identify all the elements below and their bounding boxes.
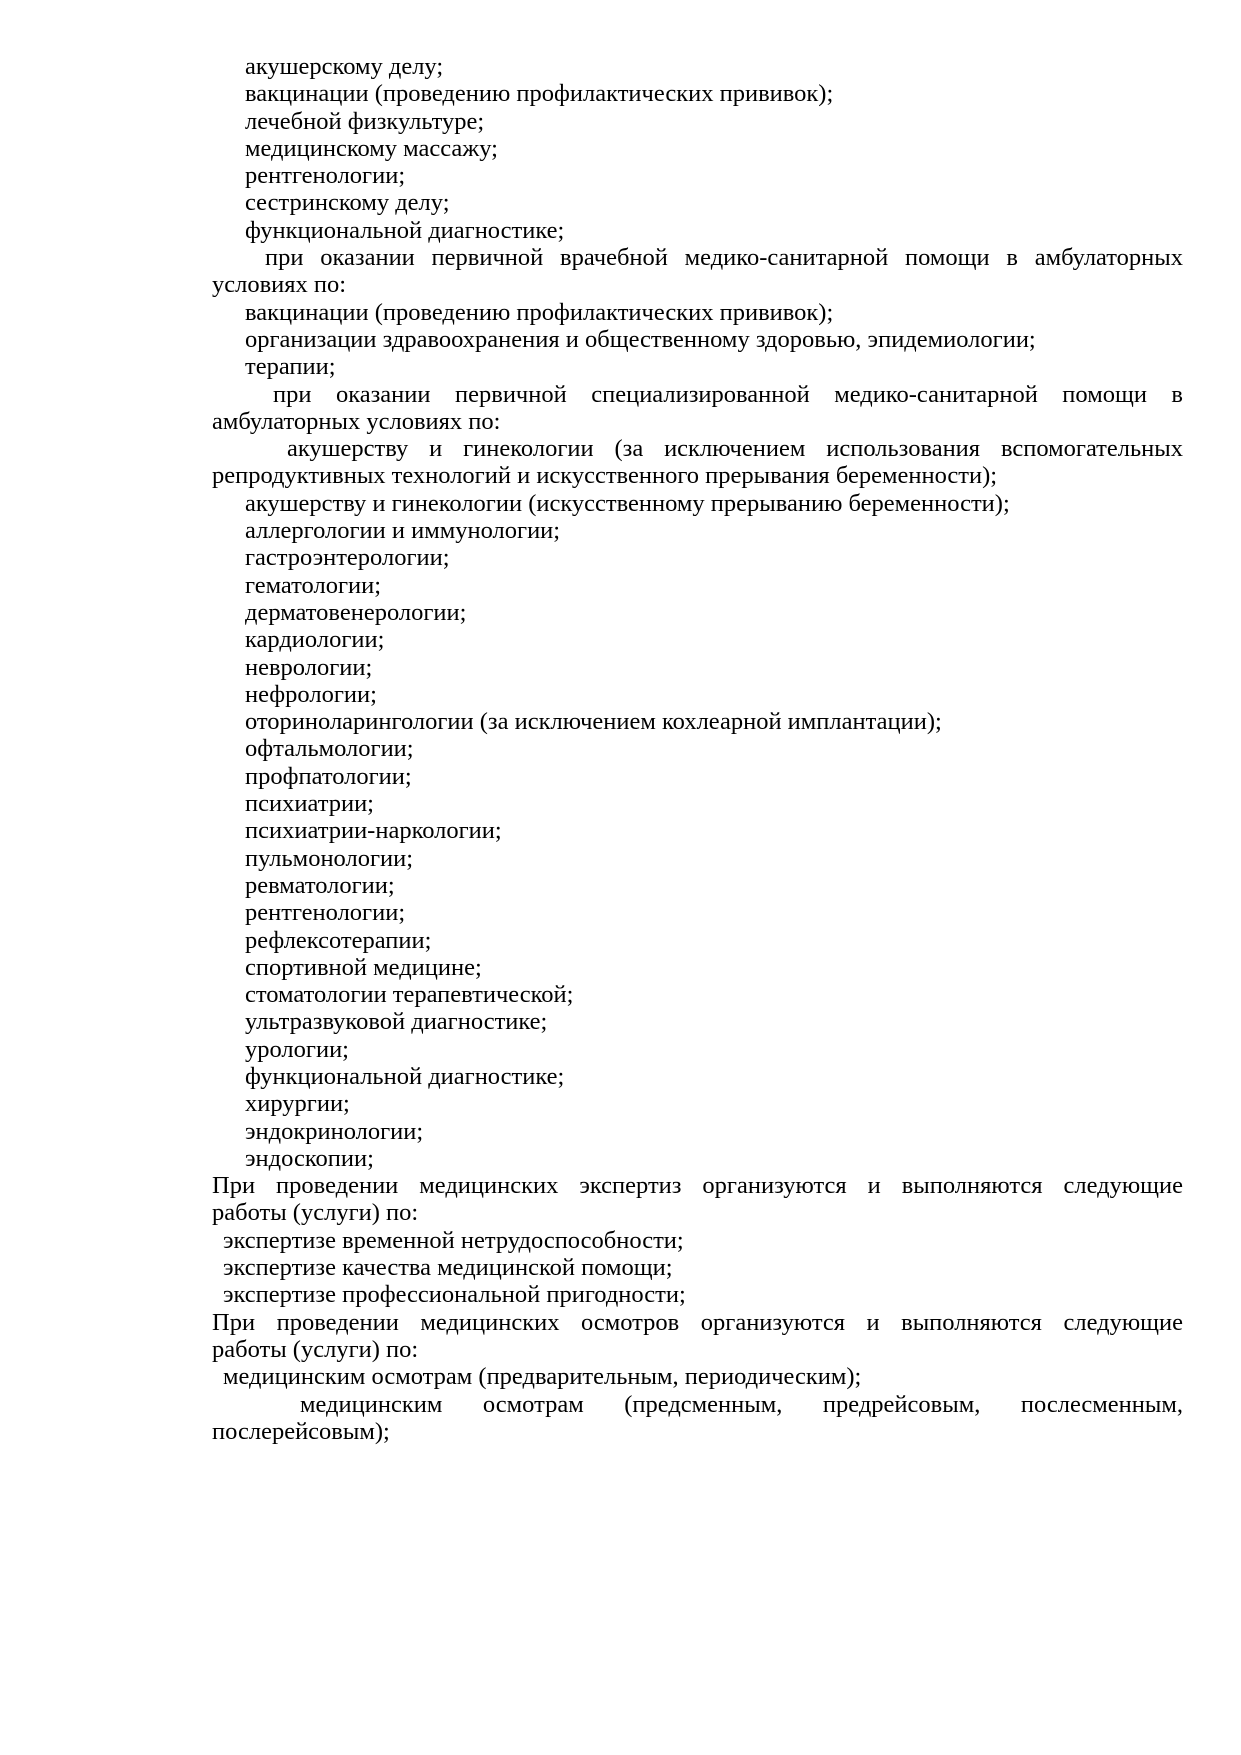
document-line: гастроэнтерологии; <box>245 544 450 572</box>
document-line: функциональной диагностике; <box>245 1062 565 1090</box>
document-line: амбулаторных условиях по: <box>212 407 501 435</box>
document-line: психиатрии; <box>245 790 374 818</box>
document-line: эндокринологии; <box>245 1117 424 1145</box>
document-line: вакцинации (проведению профилактических прививок); <box>245 298 834 326</box>
document-line: акушерству и гинекологии (за исключением использования вспомогательных <box>287 435 1183 463</box>
document-line: медицинским осмотрам (предсменным, предрейсовым, послесменным, <box>300 1390 1183 1418</box>
document-line: экспертизе временной нетрудоспособности; <box>223 1226 684 1254</box>
document-line: терапии; <box>245 353 336 381</box>
document-line: профпатологии; <box>245 762 412 790</box>
document-line: урологии; <box>245 1035 349 1063</box>
document-line: пульмонологии; <box>245 844 414 872</box>
document-line: работы (услуги) по: <box>212 1335 419 1363</box>
document-line: офтальмологии; <box>245 735 414 763</box>
document-line: эндоскопии; <box>245 1144 374 1172</box>
document-line: акушерскому делу; <box>245 53 444 80</box>
document-line: медицинским осмотрам (предварительным, периодическим); <box>223 1363 862 1391</box>
document-line: При проведении медицинских осмотров организуются и выполняются следующие <box>212 1308 1183 1336</box>
document-line: медицинскому массажу; <box>245 134 498 162</box>
document-line: спортивной медицине; <box>245 953 482 981</box>
document-line: работы (услуги) по: <box>212 1199 419 1227</box>
document-line: репродуктивных технологий и искусственного прерывания беременности); <box>212 462 998 490</box>
document-line: гематологии; <box>245 571 382 599</box>
document-line: акушерству и гинекологии (искусственному прерыванию беременности); <box>245 489 1010 517</box>
document-line: рефлексотерапии; <box>245 926 432 954</box>
document-line: организации здравоохранения и общественному здоровью, эпидемиологии; <box>245 325 1036 353</box>
document-line: рентгенологии; <box>245 162 406 190</box>
document-text-block <box>212 53 1183 1445</box>
document-line: ревматологии; <box>245 871 395 899</box>
document-line: аллергологии и иммунологии; <box>245 517 561 545</box>
document-line: стоматологии терапевтической; <box>245 981 574 1009</box>
document-line: психиатрии-наркологии; <box>245 817 502 845</box>
document-line: дерматовенерологии; <box>245 598 467 626</box>
document-line: нефрологии; <box>245 680 377 708</box>
document-line: послерейсовым); <box>212 1417 390 1445</box>
document-line: условиях по: <box>212 271 347 299</box>
document-line: экспертизе качества медицинской помощи; <box>223 1254 673 1282</box>
document-line: хирургии; <box>245 1090 350 1118</box>
document-line: лечебной физкультуре; <box>245 107 485 135</box>
document-line: экспертизе профессиональной пригодности; <box>223 1281 686 1309</box>
document-line: сестринскому делу; <box>245 189 450 217</box>
document-line: при оказании первичной врачебной медико-санитарной помощи в амбулаторных <box>265 244 1183 272</box>
document-line: неврологии; <box>245 653 373 681</box>
document-line: оториноларингологии (за исключением кохлеарной имплантации); <box>245 708 942 736</box>
document-line: кардиологии; <box>245 626 385 654</box>
document-line: рентгенологии; <box>245 899 406 927</box>
document-line: при оказании первичной специализированной медико-санитарной помощи в <box>273 380 1183 408</box>
document-line: При проведении медицинских экспертиз организуются и выполняются следующие <box>212 1172 1183 1200</box>
document-line: вакцинации (проведению профилактических прививок); <box>245 80 834 108</box>
document-line: функциональной диагностике; <box>245 216 565 244</box>
document-line: ультразвуковой диагностике; <box>245 1008 548 1036</box>
